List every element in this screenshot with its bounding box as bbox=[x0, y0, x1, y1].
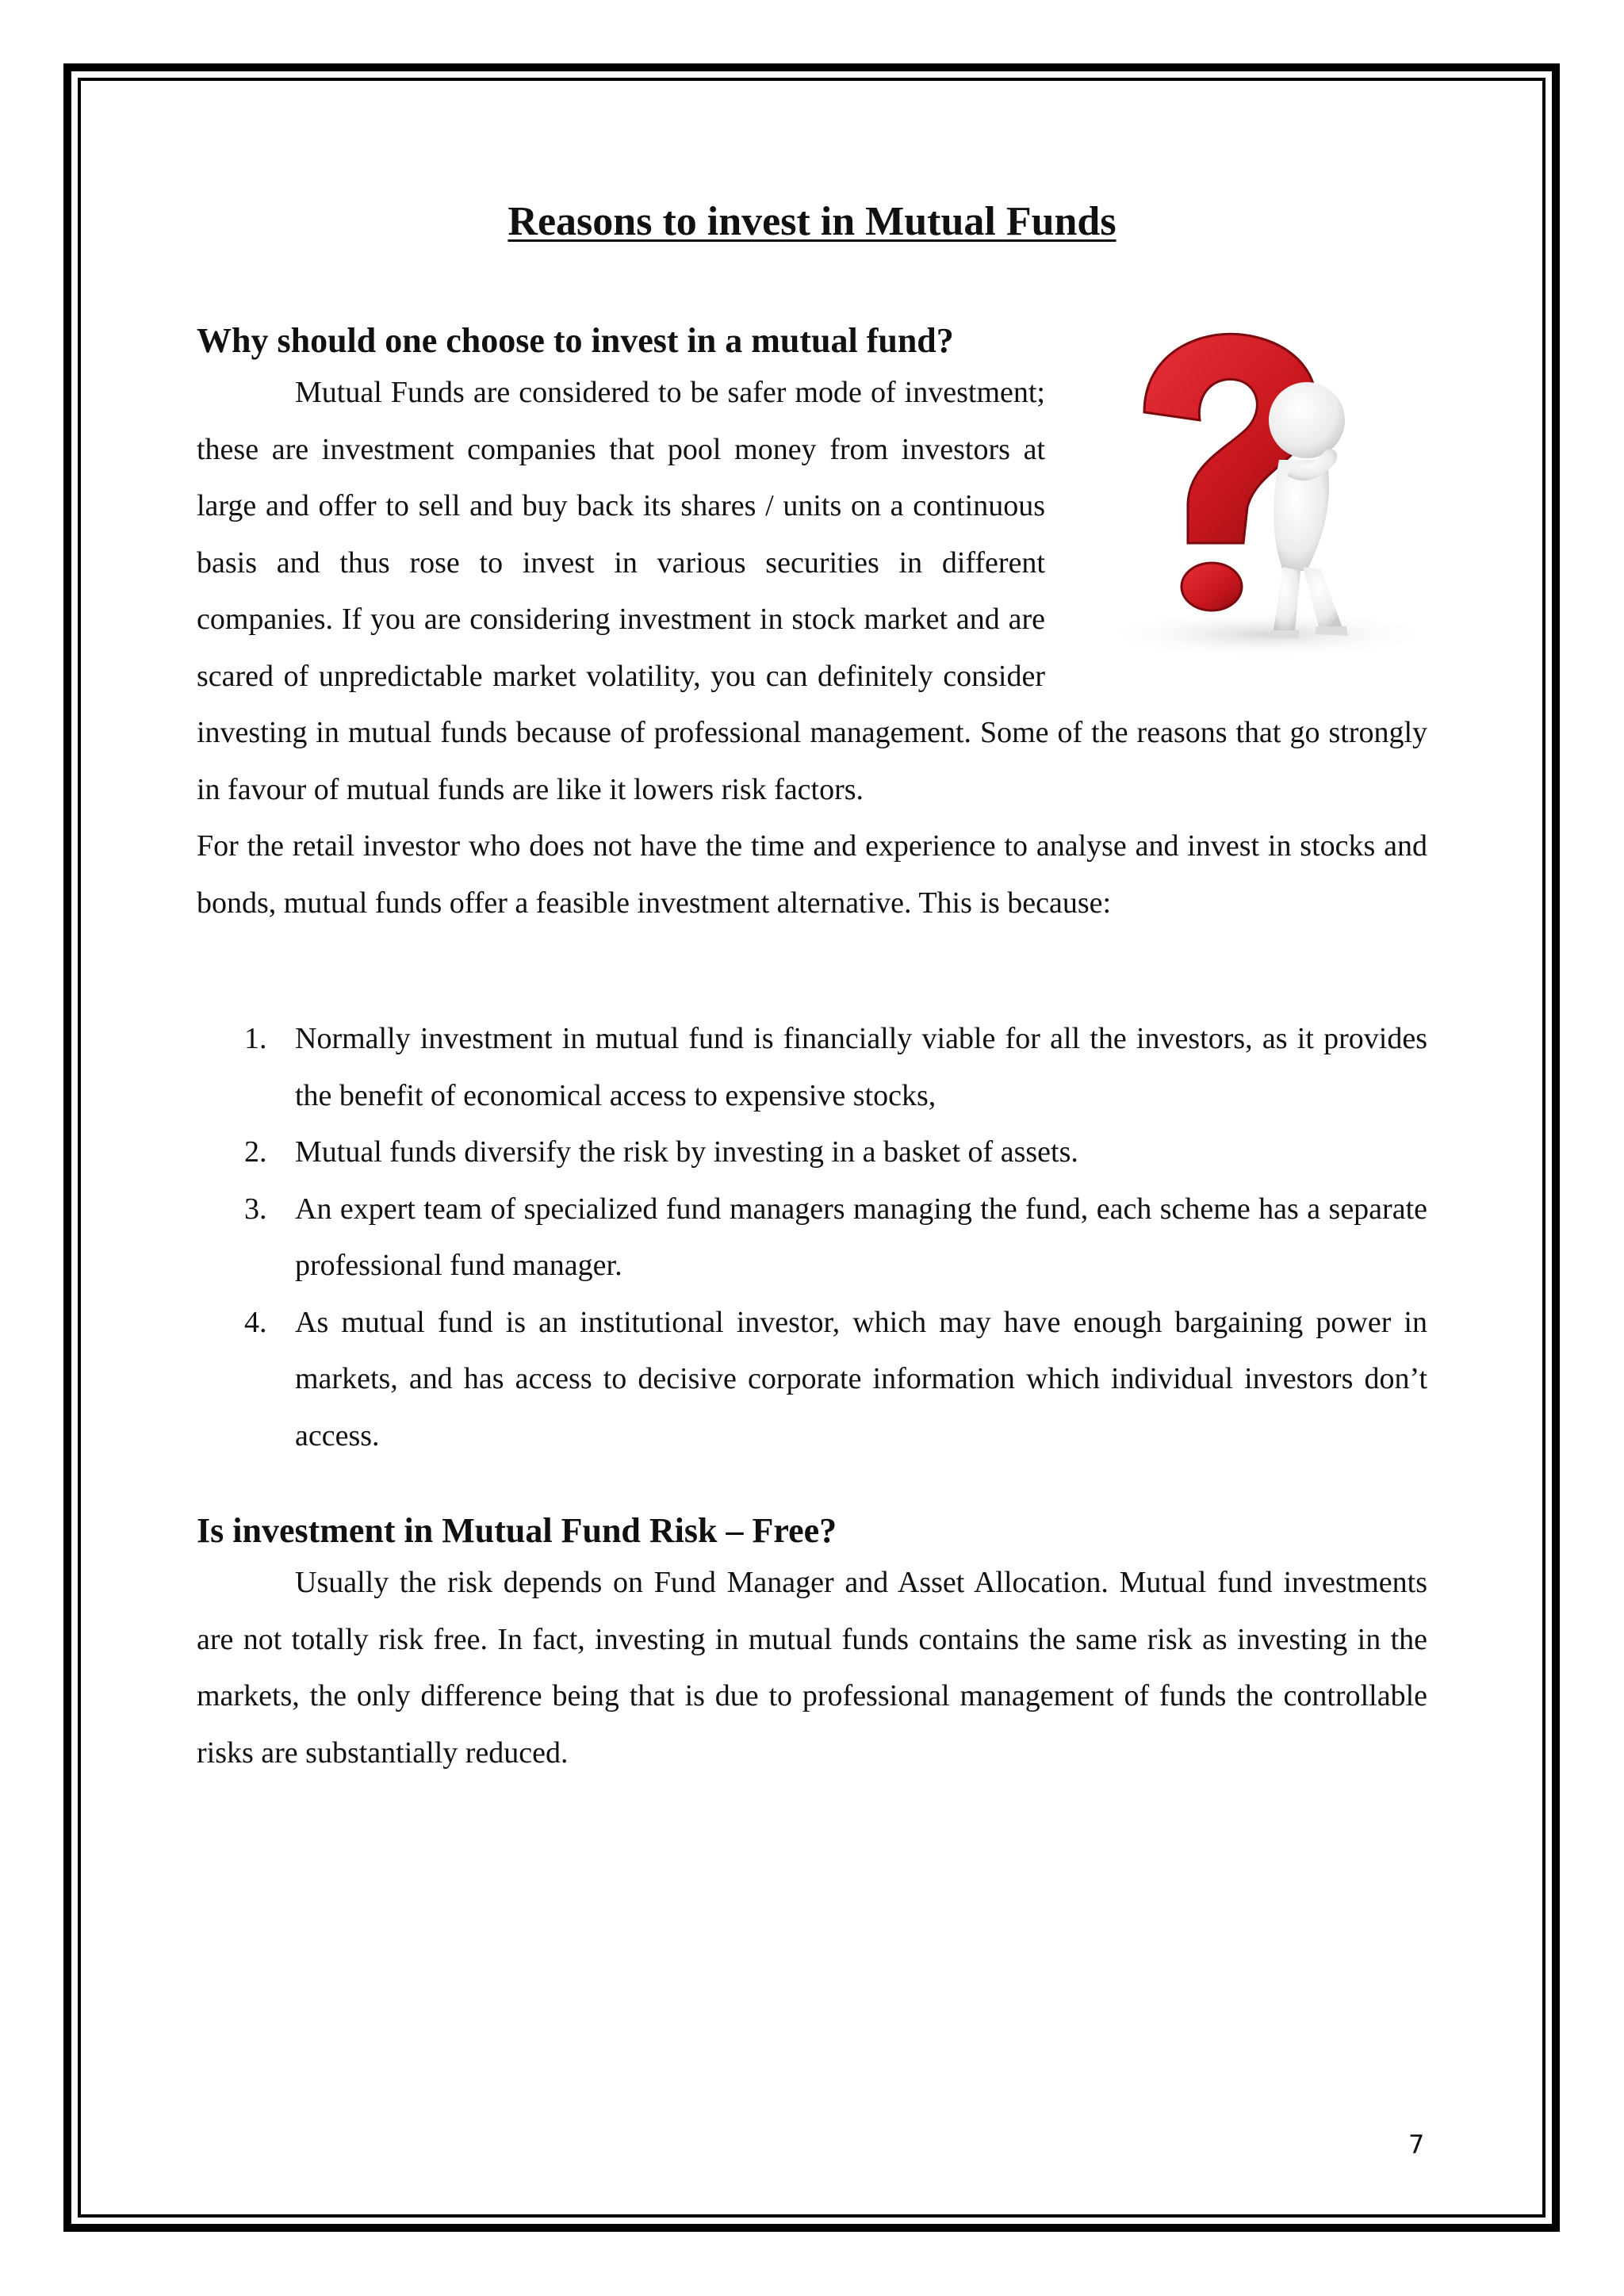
list-item-text: Normally investment in mutual fund is financially viable for all the investors, as it provides the benefit of economical access to expensive stocks, bbox=[295, 1022, 1427, 1112]
list-item-number: 3. bbox=[244, 1192, 267, 1226]
page-number: 7 bbox=[1408, 2130, 1425, 2160]
list-item-number: 4. bbox=[244, 1305, 267, 1339]
question-mark-figure-icon bbox=[1069, 317, 1442, 658]
page-title: Reasons to invest in Mutual Funds bbox=[508, 199, 1116, 244]
retail-investor-paragraph: For the retail investor who does not have the time and experience to analyse and invest in stocks and bonds, mutual funds offer a feasible investment alternative. This is because: bbox=[197, 829, 1427, 920]
list-item bbox=[197, 1181, 1427, 1295]
intro-paragraph: Mutual Funds are considered to be safer mode of investment; these are investment companies that pool money from investors at large and offer to sell and buy back its shares / units on a continuous basis and thus rose to invest in various securities in different companies. If you are considering investment in stock market and are scared of unpredictable market volatility, you can definitely consider investing in mutual funds because of professional management. Some of the reasons that go strongly in favour of mutual funds are like it lowers risk factors. bbox=[197, 376, 1427, 806]
list-item-number: 1. bbox=[244, 1022, 267, 1055]
list-item-number: 2. bbox=[244, 1135, 267, 1169]
reasons-list bbox=[197, 1011, 1427, 1464]
risk-paragraph: Usually the risk depends on Fund Manager and Asset Allocation. Mutual fund investments are not totally risk free. In fact, investing in mutual funds contains the same risk as investing in the markets, the only difference being that is due to professional management of funds the controllable risks are substantially reduced. bbox=[197, 1566, 1427, 1770]
list-item bbox=[197, 1124, 1427, 1181]
section-heading-why-invest: Why should one choose to invest in a mutual fund? bbox=[197, 321, 954, 360]
page-content bbox=[197, 190, 1427, 1781]
section-heading-risk-free: Is investment in Mutual Fund Risk – Free? bbox=[197, 1511, 837, 1550]
list-item-text: As mutual fund is an institutional investor, which may have enough bargaining power in markets, and has access to decisive corporate information which individual investors don’t access. bbox=[295, 1305, 1427, 1452]
list-item-text: Mutual funds diversify the risk by investing in a basket of assets. bbox=[295, 1135, 1078, 1169]
list-item bbox=[197, 1011, 1427, 1124]
list-item bbox=[197, 1295, 1427, 1465]
list-item-text: An expert team of specialized fund managers managing the fund, each scheme has a separate professional fund manager. bbox=[295, 1192, 1427, 1282]
